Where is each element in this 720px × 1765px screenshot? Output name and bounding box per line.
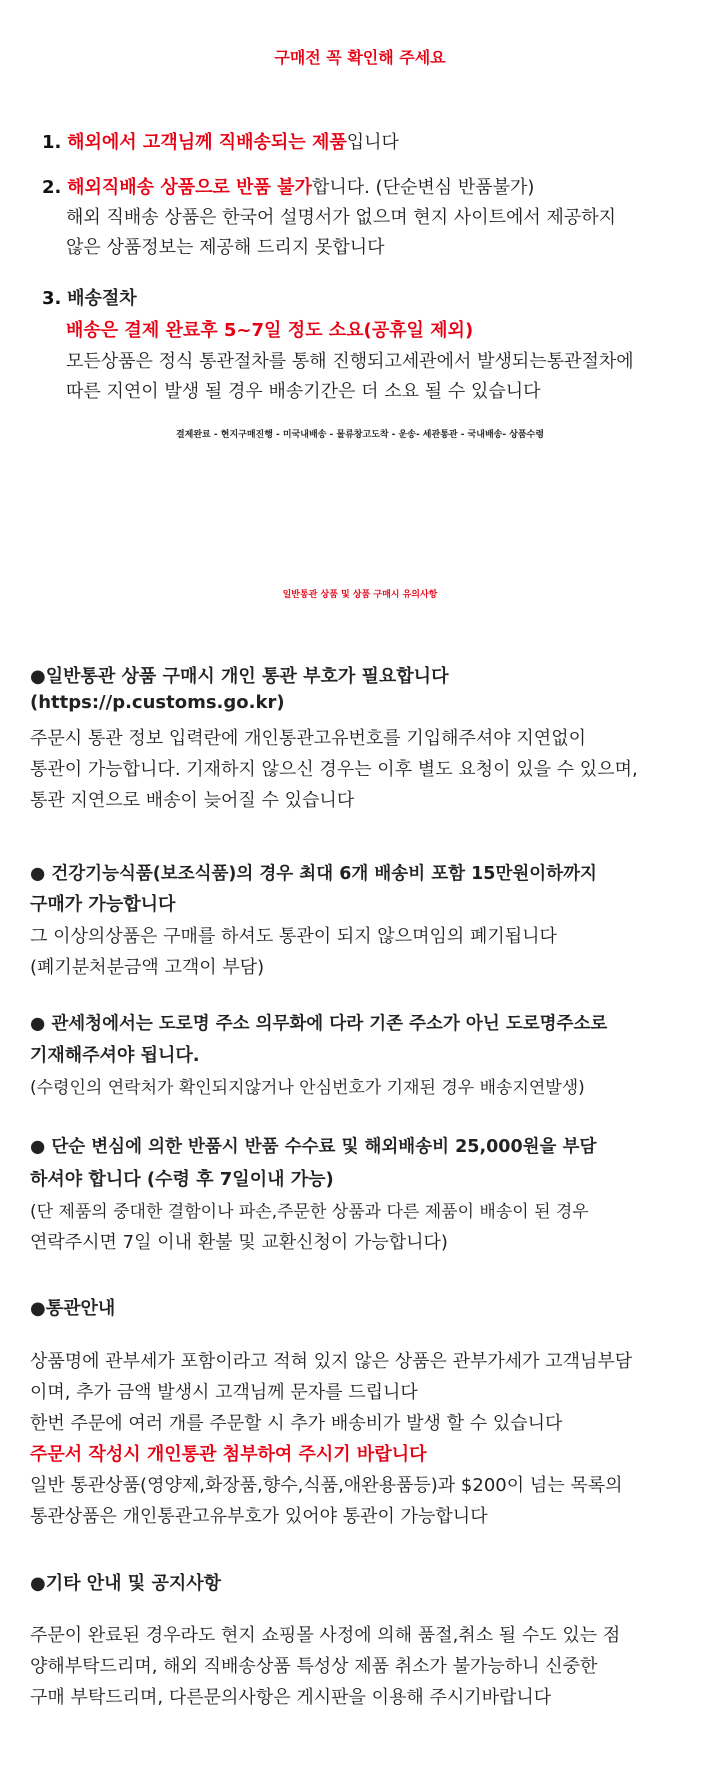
item-text: 입니다: [346, 132, 399, 153]
item-3-line-3: 모든상품은 정식 통관절차를 통해 진행되고세관에서 발생되는통관절차에: [66, 351, 634, 372]
block1-heading: ●일반통관 상품 구매시 개인 통관 부호가 필요합니다: [30, 666, 449, 687]
block4-heading-2: 하셔야 합니다 (수령 후 7일이내 가능): [30, 1169, 334, 1190]
block4-line-1: (단 제품의 중대한 결함이나 파손,주문한 상품과 다른 제품이 배송이 된 경우: [30, 1202, 589, 1222]
item-number: 1.: [42, 132, 62, 153]
section2-title: 일반통관 상품 및 상품 구매시 유의사항: [282, 590, 438, 600]
item-3-line-4: 따른 지연이 발생 될 경우 배송기간은 더 소요 될 수 있습니다: [66, 381, 541, 402]
block5-line-3: 한번 주문에 여러 개를 주문할 시 추가 배송비가 발생 할 수 있습니다: [30, 1413, 563, 1434]
block3-heading: ● 관세청에서는 도로명 주소 의무화에 다라 기존 주소가 아닌 도로명주소로: [30, 1014, 608, 1034]
block6-heading: ●기타 안내 및 공지사항: [30, 1573, 221, 1594]
block1-line-1: 주문시 통관 정보 입력란에 개인통관고유번호를 기입해주셔야 지연없이: [30, 728, 586, 749]
process-steps: 결제완료 - 현지구매진행 - 미국내배송 - 물류창고도착 - 운송- 세관통관 - 국내배송- 상품수령: [175, 430, 545, 440]
block4-heading: ● 단순 변심에 의한 반품시 반품 수수료 및 해외배송비 25,000원을 부담: [30, 1137, 597, 1157]
block5-line-2: 이며, 추가 금액 발생시 고객님께 문자를 드립니다: [30, 1382, 418, 1403]
block2-line-2: (폐기분처분금액 고객이 부담): [30, 957, 265, 978]
item-2-line-3: 않은 상품정보는 제공해 드리지 못합니다: [66, 237, 385, 258]
block5-heading: ●통관안내: [30, 1298, 116, 1319]
item-3-highlight: 배송은 결제 완료후 5~7일 정도 소요(공휴일 제외): [66, 320, 474, 341]
item-text: 합니다. (단순변심 반품불가): [311, 177, 535, 198]
block6-line-3: 구매 부탁드리며, 다른문의사항은 게시판을 이용해 주시기바랍니다: [30, 1687, 552, 1708]
item-heading: 배송절차: [67, 288, 137, 309]
notice-item-1: [42, 128, 399, 154]
block6-line-1: 주문이 완료된 경우라도 현지 쇼핑몰 사정에 의해 품절,취소 될 수도 있는 점: [30, 1625, 621, 1646]
block4-line-2: 연락주시면 7일 이내 환불 및 교환신청이 가능합니다): [30, 1232, 448, 1253]
block3-line-1: (수령인의 연락처가 확인되지않거나 안심번호가 기재된 경우 배송지연발생): [30, 1078, 585, 1098]
item-number: 2.: [42, 177, 62, 198]
item-2-line-2: 해외 직배송 상품은 한국어 설명서가 없으며 현지 사이트에서 제공하지: [66, 207, 617, 228]
block5-highlight: 주문서 작성시 개인통관 첨부하여 주시기 바랍니다: [30, 1444, 427, 1465]
notice-item-3: [42, 284, 137, 310]
block2-heading-2: 구매가 가능합니다: [30, 894, 176, 915]
block1-line-2: 통관이 가능합니다. 기재하지 않으신 경우는 이후 별도 요청이 있을 수 있으며,: [30, 759, 638, 780]
block3-heading-2: 기재해주셔야 됩니다.: [30, 1045, 200, 1066]
item-highlight: 해외에서 고객님께 직배송되는 제품: [67, 132, 347, 153]
block2-line-1: 그 이상의상품은 구매를 하셔도 통관이 되지 않으며임의 폐기됩니다: [30, 926, 557, 947]
block5-line-6: 통관상품은 개인통관고유부호가 있어야 통관이 가능합니다: [30, 1506, 488, 1527]
section1-title: 구매전 꼭 확인해 주세요: [274, 48, 446, 67]
item-highlight: 해외직배송 상품으로 반품 불가: [67, 177, 312, 198]
item-number: 3.: [42, 288, 62, 309]
block5-line-1: 상품명에 관부세가 포함이라고 적혀 있지 않은 상품은 관부가세가 고객님부담: [30, 1351, 633, 1372]
customs-link[interactable]: (https://p.customs.go.kr): [30, 692, 285, 713]
block6-line-2: 양해부탁드리며, 해외 직배송상품 특성상 제품 취소가 불가능하니 신중한: [30, 1656, 598, 1677]
notice-item-2: [42, 173, 534, 199]
block5-line-5: 일반 통관상품(영양제,화장품,향수,식품,애완용품등)과 $200이 넘는 목록의: [30, 1475, 623, 1496]
block2-heading: ● 건강기능식품(보조식품)의 경우 최대 6개 배송비 포함 15만원이하까지: [30, 864, 597, 884]
block1-line-3: 통관 지연으로 배송이 늦어질 수 있습니다: [30, 790, 355, 811]
